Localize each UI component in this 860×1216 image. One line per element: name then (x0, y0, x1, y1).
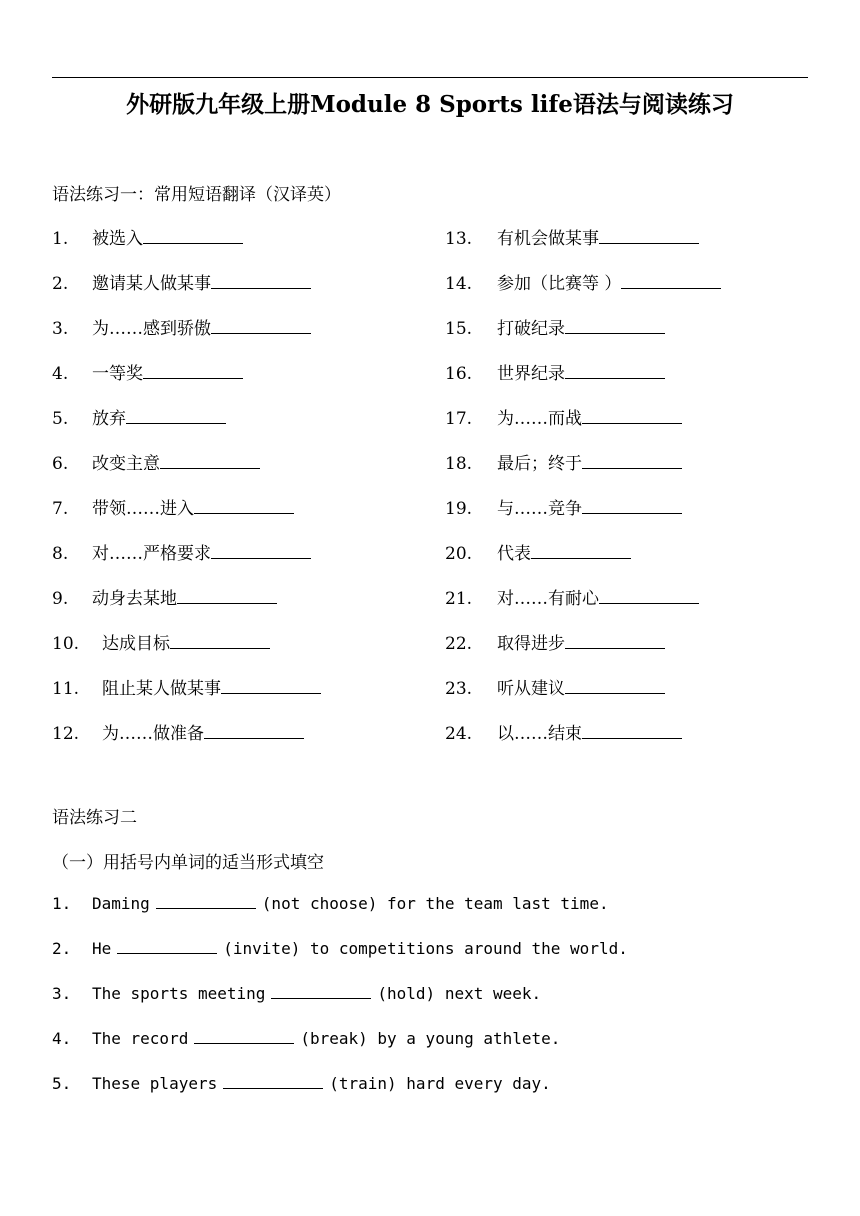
answer-blank[interactable] (143, 361, 243, 379)
answer-blank[interactable] (223, 1073, 323, 1089)
sentence-end: (invite) to competitions around the world. (223, 939, 628, 958)
sentence-start: The record (92, 1029, 189, 1048)
fill-blank-item (52, 1027, 560, 1051)
phrase-text: 为……感到骄傲 (92, 319, 211, 339)
phrase-item (52, 226, 243, 250)
answer-blank[interactable] (565, 316, 665, 334)
item-number: 2. (52, 274, 69, 294)
item-number: 1. (52, 894, 72, 913)
answer-blank[interactable] (156, 893, 256, 909)
answer-blank[interactable] (211, 316, 311, 334)
item-number: 5. (52, 1074, 72, 1093)
answer-blank[interactable] (204, 721, 304, 739)
phrase-text: 打破纪录 (497, 319, 565, 339)
item-number: 19. (445, 499, 473, 519)
item-number: 10. (52, 634, 80, 654)
phrase-text: 被选入 (92, 229, 143, 249)
phrase-text: 一等奖 (92, 364, 143, 384)
phrase-item (52, 451, 260, 475)
item-number: 17. (445, 409, 473, 429)
item-number: 3. (52, 319, 69, 339)
answer-blank[interactable] (599, 226, 699, 244)
answer-blank[interactable] (117, 938, 217, 954)
answer-blank[interactable] (582, 496, 682, 514)
fill-blank-item (52, 892, 609, 916)
phrase-text: 听从建议 (497, 679, 565, 699)
answer-blank[interactable] (194, 1028, 294, 1044)
item-number: 21. (445, 589, 473, 609)
phrase-text: 带领……进入 (92, 499, 194, 519)
phrase-item (52, 586, 277, 610)
phrase-item (52, 406, 226, 430)
answer-blank[interactable] (170, 631, 270, 649)
phrase-item (52, 361, 243, 385)
fill-blank-item (52, 1072, 551, 1096)
answer-blank[interactable] (211, 541, 311, 559)
answer-blank[interactable] (599, 586, 699, 604)
fill-blank-item (52, 982, 541, 1006)
item-number: 18. (445, 454, 473, 474)
top-rule (52, 77, 808, 78)
phrase-text: 放弃 (92, 409, 126, 429)
answer-blank[interactable] (582, 406, 682, 424)
phrase-item (445, 676, 665, 700)
phrase-item (445, 631, 665, 655)
item-number: 15. (445, 319, 473, 339)
phrase-item (445, 361, 665, 385)
sentence-start: These players (92, 1074, 218, 1093)
item-number: 23. (445, 679, 473, 699)
answer-blank[interactable] (565, 631, 665, 649)
item-number: 24. (445, 724, 473, 744)
item-number: 12. (52, 724, 80, 744)
answer-blank[interactable] (565, 676, 665, 694)
section2-subheading: （一）用括号内单词的适当形式填空 (52, 853, 324, 873)
answer-blank[interactable] (621, 271, 721, 289)
phrase-item (52, 316, 311, 340)
answer-blank[interactable] (126, 406, 226, 424)
phrase-text: 对……有耐心 (497, 589, 599, 609)
phrase-text: 邀请某人做某事 (92, 274, 211, 294)
item-number: 11. (52, 679, 80, 699)
item-number: 1. (52, 229, 69, 249)
phrase-text: 阻止某人做某事 (102, 679, 221, 699)
sentence-end: (not choose) for the team last time. (261, 894, 609, 913)
item-number: 3. (52, 984, 72, 1003)
page-title: 外研版九年级上册Module 8 Sports life语法与阅读练习 (126, 91, 734, 118)
item-number: 16. (445, 364, 473, 384)
phrase-text: 取得进步 (497, 634, 565, 654)
phrase-text: 为……做准备 (102, 724, 204, 744)
answer-blank[interactable] (211, 271, 311, 289)
sentence-start: He (92, 939, 112, 958)
phrase-text: 为……而战 (497, 409, 582, 429)
fill-blank-item (52, 937, 628, 961)
phrase-text: 代表 (497, 544, 531, 564)
sentence-end: (hold) next week. (377, 984, 542, 1003)
section1-heading: 语法练习一：常用短语翻译（汉译英） (52, 185, 341, 205)
item-number: 9. (52, 589, 69, 609)
phrase-text: 改变主意 (92, 454, 160, 474)
item-number: 20. (445, 544, 473, 564)
item-number: 7. (52, 499, 69, 519)
item-number: 4. (52, 1029, 72, 1048)
phrase-item (445, 316, 665, 340)
phrase-item (445, 226, 699, 250)
phrase-item (52, 496, 294, 520)
phrase-item (445, 541, 631, 565)
answer-blank[interactable] (177, 586, 277, 604)
item-number: 2. (52, 939, 72, 958)
phrase-item (445, 451, 682, 475)
item-number: 22. (445, 634, 473, 654)
answer-blank[interactable] (565, 361, 665, 379)
item-number: 5. (52, 409, 69, 429)
phrase-item (445, 721, 682, 745)
section2-heading: 语法练习二 (52, 808, 137, 828)
sentence-end: (break) by a young athlete. (300, 1029, 561, 1048)
sentence-start: The sports meeting (92, 984, 266, 1003)
answer-blank[interactable] (582, 451, 682, 469)
phrase-item (52, 271, 311, 295)
answer-blank[interactable] (531, 541, 631, 559)
phrase-text: 对……严格要求 (92, 544, 211, 564)
phrase-text: 以……结束 (497, 724, 582, 744)
phrase-text: 达成目标 (102, 634, 170, 654)
item-number: 8. (52, 544, 69, 564)
phrase-item (445, 406, 682, 430)
answer-blank[interactable] (160, 451, 260, 469)
answer-blank[interactable] (194, 496, 294, 514)
phrase-item (445, 586, 699, 610)
phrase-text: 动身去某地 (92, 589, 177, 609)
phrase-text: 有机会做某事 (497, 229, 599, 249)
phrase-text: 世界纪录 (497, 364, 565, 384)
phrase-item (52, 631, 270, 655)
phrase-text: 参加（比赛等 ） (497, 274, 622, 294)
answer-blank[interactable] (221, 676, 321, 694)
phrase-item (52, 541, 311, 565)
phrase-text: 与……竞争 (497, 499, 582, 519)
sentence-end: (train) hard every day. (329, 1074, 551, 1093)
sentence-start: Daming (92, 894, 150, 913)
phrase-item (52, 676, 321, 700)
phrase-item (445, 496, 682, 520)
answer-blank[interactable] (582, 721, 682, 739)
answer-blank[interactable] (271, 983, 371, 999)
phrase-text: 最后；终于 (497, 454, 582, 474)
phrase-item (52, 721, 304, 745)
item-number: 13. (445, 229, 473, 249)
item-number: 6. (52, 454, 69, 474)
answer-blank[interactable] (143, 226, 243, 244)
phrase-item (445, 271, 721, 295)
item-number: 14. (445, 274, 473, 294)
item-number: 4. (52, 364, 69, 384)
